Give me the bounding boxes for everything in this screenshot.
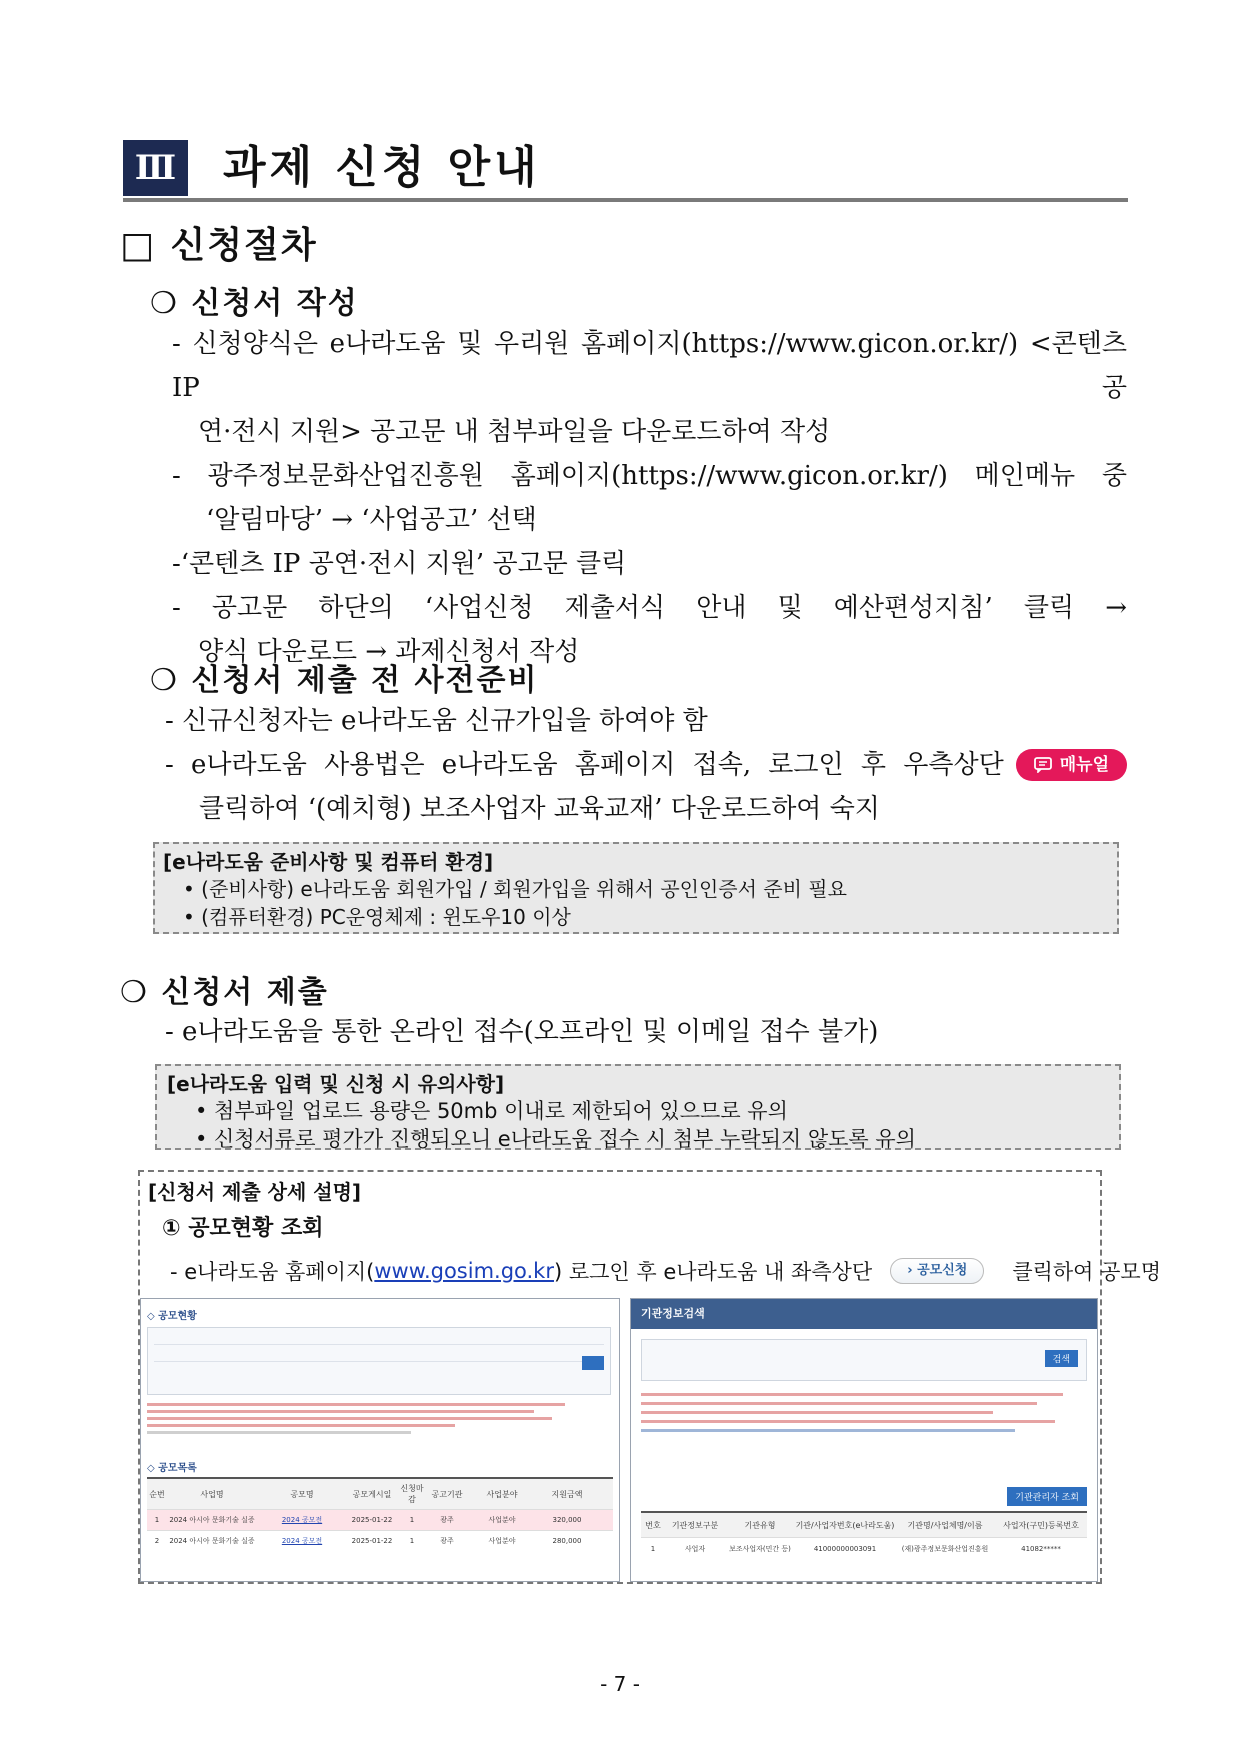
section-title: 과제 신청 안내 <box>223 142 541 193</box>
agency-notice-lines <box>641 1387 1081 1438</box>
sub2-item2-line2: 클릭하여 ‘(예치형) 보조사업자 교육교재’ 다운로드하여 숙지 <box>199 794 880 824</box>
page-number: - 7 - <box>600 1672 640 1696</box>
shot-notice-lines <box>147 1399 587 1449</box>
gosim-link[interactable]: www.gosim.go.kr <box>374 1259 554 1283</box>
agency-search-form <box>641 1339 1087 1381</box>
gongmo-apply-button[interactable]: › 공모신청 <box>890 1258 984 1284</box>
procedure-heading: □ 신청절차 <box>120 225 318 266</box>
table-row[interactable]: 1 2024 아시아 문화기술 실증 2024 공모전 2025-01-22 1 광주 사업분야 320,000 <box>147 1509 613 1530</box>
sub3-title: ❍ 신청서 제출 <box>120 975 329 1010</box>
detail-title: [신청서 제출 상세 설명] <box>148 1180 362 1204</box>
gongmo-status-screenshot <box>140 1298 620 1582</box>
sub1-item1-line2: 연·전시 지원> 공고문 내 첨부파일을 다운로드하여 작성 <box>198 417 831 447</box>
submit-note-item: • 신청서류로 평가가 진행되오니 e나라도움 접수 시 첨부 누락되지 않도록 유의 <box>195 1127 916 1151</box>
search-form-area <box>147 1327 611 1395</box>
sub2-items <box>165 699 1127 831</box>
sub1-item4-line2: 양식 다운로드 → 과제신청서 작성 <box>198 637 580 667</box>
submit-note-item: • 첨부파일 업로드 용량은 50mb 이내로 제한되어 있으므로 유의 <box>195 1099 788 1123</box>
detail-step: ① 공모현황 조회 <box>162 1216 324 1241</box>
detail-line1-c: 클릭하여 공모명 <box>1012 1260 1162 1284</box>
detail-box <box>138 1170 1162 1584</box>
agency-admin-button: 기관관리자 조회 <box>1007 1487 1087 1506</box>
table-row[interactable]: 2 2024 아시아 문화기술 실증 2024 공모전 2025-01-22 1 광주 사업분야 280,000 <box>147 1530 613 1551</box>
shot-search-button <box>582 1356 604 1370</box>
sub1-item2-line2: ‘알림마당’ → ‘사업공고’ 선택 <box>206 505 537 535</box>
sub1-item2-line1: - 광주정보문화산업진흥원 홈페이지(https://www.gicon.or.kr/) 메인메뉴 중 <box>172 461 1127 491</box>
sub2-item2-line1: - e나라도움 사용법은 e나라도움 홈페이지 접속, 로그인 후 우측상단 <box>165 750 1004 780</box>
gongmo-table <box>147 1477 613 1551</box>
table-header: 순번 사업명 공모명 공모게시일 신청마감 공고기관 사업분야 지원금액 <box>147 1479 613 1509</box>
agency-search-button: 검색 <box>1045 1350 1078 1367</box>
agency-table <box>641 1511 1087 1560</box>
detail-line1-b: ) 로그인 후 e나라도움 내 좌측상단 <box>553 1260 873 1284</box>
sub2-title: ❍ 신청서 제출 전 사전준비 <box>150 663 539 698</box>
sub1-item3: -‘콘텐츠 IP 공연·전시 지원’ 공고문 클릭 <box>172 549 627 579</box>
submit-note-box <box>155 1064 1121 1150</box>
detail-line1 <box>170 1256 1162 1286</box>
prep-note-item: • (준비사항) e나라도움 회원가입 / 회원가입을 위해서 공인인증서 준비 필요 <box>183 877 847 901</box>
manual-button[interactable] <box>1016 749 1127 781</box>
agency-search-screenshot <box>630 1298 1098 1582</box>
submit-note-title: [e나라도움 입력 및 신청 시 유의사항] <box>167 1072 505 1096</box>
table-row[interactable]: 1 사업자 보조사업자(민간 등) 41000000003091 (재)광주정보문화산업진흥원 41082***** <box>641 1537 1087 1560</box>
shot-right-title: 기관정보검색 <box>631 1299 1097 1329</box>
section-number: Ⅲ <box>123 140 188 196</box>
prep-note-box <box>153 842 1119 934</box>
sub1-items <box>172 322 1127 674</box>
message-icon <box>1034 757 1052 773</box>
sub1-title: ❍ 신청서 작성 <box>150 286 359 321</box>
sub2-item2-row <box>165 743 1127 787</box>
sub3-item1: - e나라도움을 통한 온라인 접수(오프라인 및 이메일 접수 불가) <box>165 1017 879 1047</box>
sub1-item1-line1: - 신청양식은 e나라도움 및 우리원 홈페이지(https://www.gicon.or.kr/) <콘텐츠 IP 공 <box>172 329 1127 403</box>
shot-left-title: ◇ 공모현황 <box>147 1311 197 1322</box>
prep-note-title: [e나라도움 준비사항 및 컴퓨터 환경] <box>163 850 494 874</box>
section-divider <box>123 198 1128 202</box>
shot-left-section2: ◇ 공모목록 <box>147 1463 197 1474</box>
prep-note-item: • (컴퓨터환경) PC운영체제 : 윈도우10 이상 <box>183 905 571 929</box>
sub2-item1: - 신규신청자는 e나라도움 신규가입을 하여야 함 <box>165 706 708 736</box>
detail-line1-a: - e나라도움 홈페이지( <box>170 1260 375 1284</box>
manual-button-label: 매뉴얼 <box>1059 755 1109 775</box>
table-header: 번호 기관정보구분 기관유형 기관/사업자번호(e나라도움) 기관명/사업체명/이름 사업자(구민)등록번호 <box>641 1513 1087 1537</box>
section-header <box>123 140 1128 202</box>
sub1-item4-line1: - 공고문 하단의 ‘사업신청 제출서식 안내 및 예산편성지침’ 클릭 → <box>172 593 1127 623</box>
